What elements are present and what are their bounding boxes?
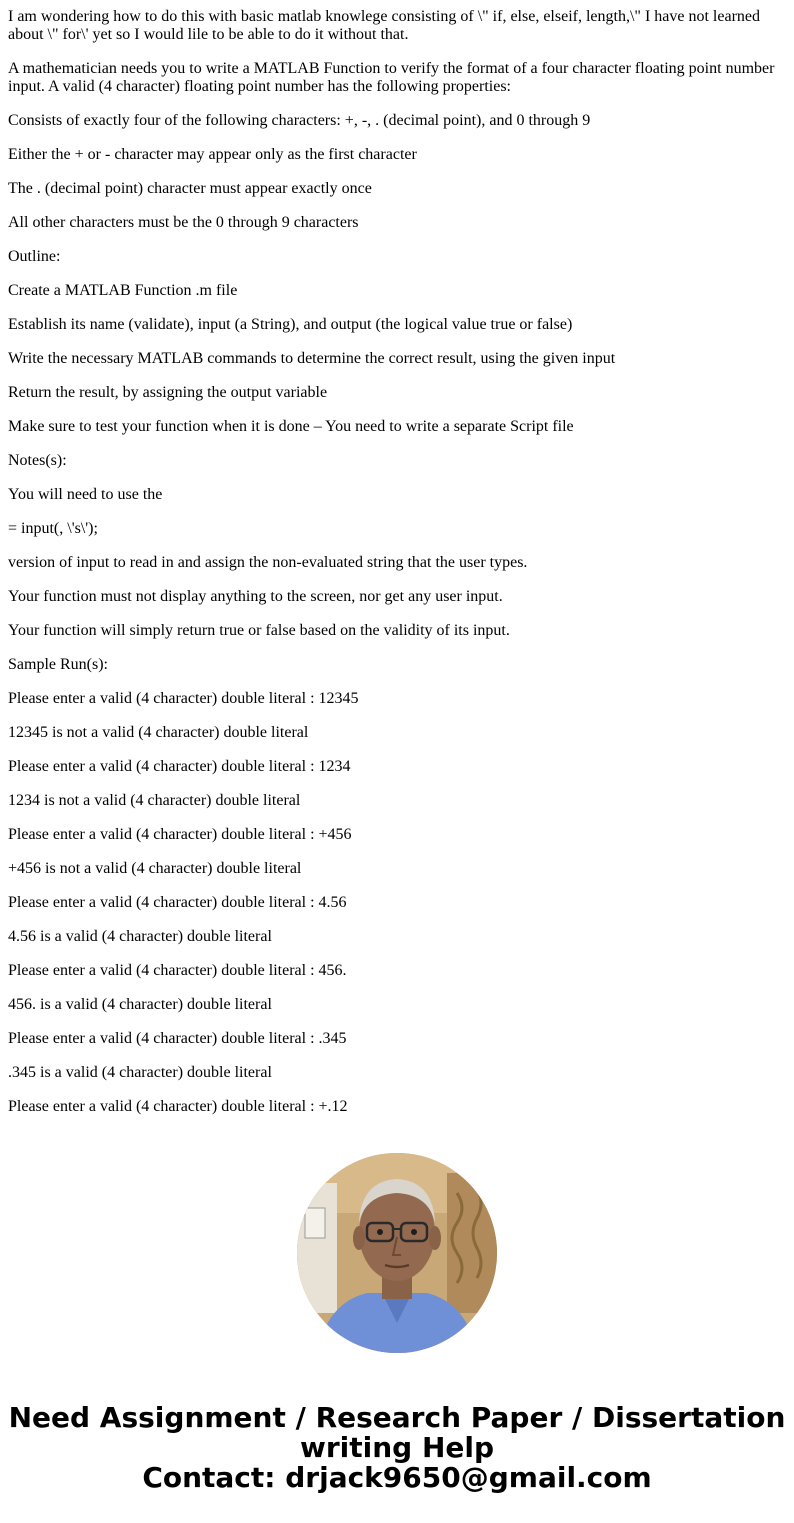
paragraph: Make sure to test your function when it is done – You need to write a separate Script file: [8, 418, 574, 435]
paragraph: Notes(s):: [8, 452, 67, 469]
paragraph: Your function will simply return true or false based on the validity of its input.: [8, 622, 510, 639]
promo-banner: [0, 1403, 794, 1493]
promo-contact: Contact: drjack9650@gmail.com: [142, 1461, 652, 1494]
sample-run-line: Please enter a valid (4 character) double literal : 1234: [8, 758, 351, 775]
sample-run-line: Please enter a valid (4 character) double literal : +456: [8, 826, 352, 843]
paragraph: = input(, \'s\');: [8, 520, 98, 537]
paragraph: Outline:: [8, 248, 61, 265]
sample-run-line: 12345 is not a valid (4 character) double literal: [8, 724, 309, 741]
paragraph: Your function must not display anything to the screen, nor get any user input.: [8, 588, 503, 605]
paragraph: Establish its name (validate), input (a String), and output (the logical value true or false): [8, 316, 573, 333]
sample-run-line: Please enter a valid (4 character) double literal : +.12: [8, 1098, 348, 1115]
paragraph: Either the + or - character may appear only as the first character: [8, 146, 417, 163]
sample-run-line: Please enter a valid (4 character) double literal : 12345: [8, 690, 359, 707]
sample-run-line: Please enter a valid (4 character) double literal : 456.: [8, 962, 347, 979]
paragraph: You will need to use the: [8, 486, 163, 503]
sample-run-line: 1234 is not a valid (4 character) double literal: [8, 792, 301, 809]
paragraph: Return the result, by assigning the output variable: [8, 384, 328, 401]
paragraph: Create a MATLAB Function .m file: [8, 282, 238, 299]
question-body: [8, 8, 786, 1132]
promo-headline-line1: Need Assignment / Research Paper / Dissertation: [8, 1401, 786, 1434]
sample-run-line: Please enter a valid (4 character) double literal : 4.56: [8, 894, 347, 911]
paragraph: Consists of exactly four of the following characters: +, -, . (decimal point), and 0 through 9: [8, 112, 591, 129]
promo-headline-line2: writing Help: [299, 1431, 495, 1464]
paragraph: A mathematician needs you to write a MATLAB Function to verify the format of a four character floating point number input. A valid (4 character) floating point number has the following properties:: [8, 60, 775, 95]
paragraph: All other characters must be the 0 through 9 characters: [8, 214, 359, 231]
paragraph: The . (decimal point) character must appear exactly once: [8, 180, 372, 197]
sample-run-line: 456. is a valid (4 character) double literal: [8, 996, 272, 1013]
author-portrait-image: [297, 1153, 497, 1353]
paragraph: version of input to read in and assign the non-evaluated string that the user types.: [8, 554, 528, 571]
sample-run-line: 4.56 is a valid (4 character) double literal: [8, 928, 272, 945]
paragraph: I am wondering how to do this with basic matlab knowlege consisting of \" if, else, elseif, length,\" I have not learned about \" for\' yet so I would lile to be able to do it without that.: [8, 8, 760, 43]
sample-run-line: Please enter a valid (4 character) double literal : .345: [8, 1030, 347, 1047]
sample-run-line: +456 is not a valid (4 character) double literal: [8, 860, 302, 877]
paragraph: Write the necessary MATLAB commands to determine the correct result, using the given input: [8, 350, 616, 367]
author-avatar: [297, 1153, 497, 1353]
sample-run-line: .345 is a valid (4 character) double literal: [8, 1064, 272, 1081]
paragraph: Sample Run(s):: [8, 656, 108, 673]
